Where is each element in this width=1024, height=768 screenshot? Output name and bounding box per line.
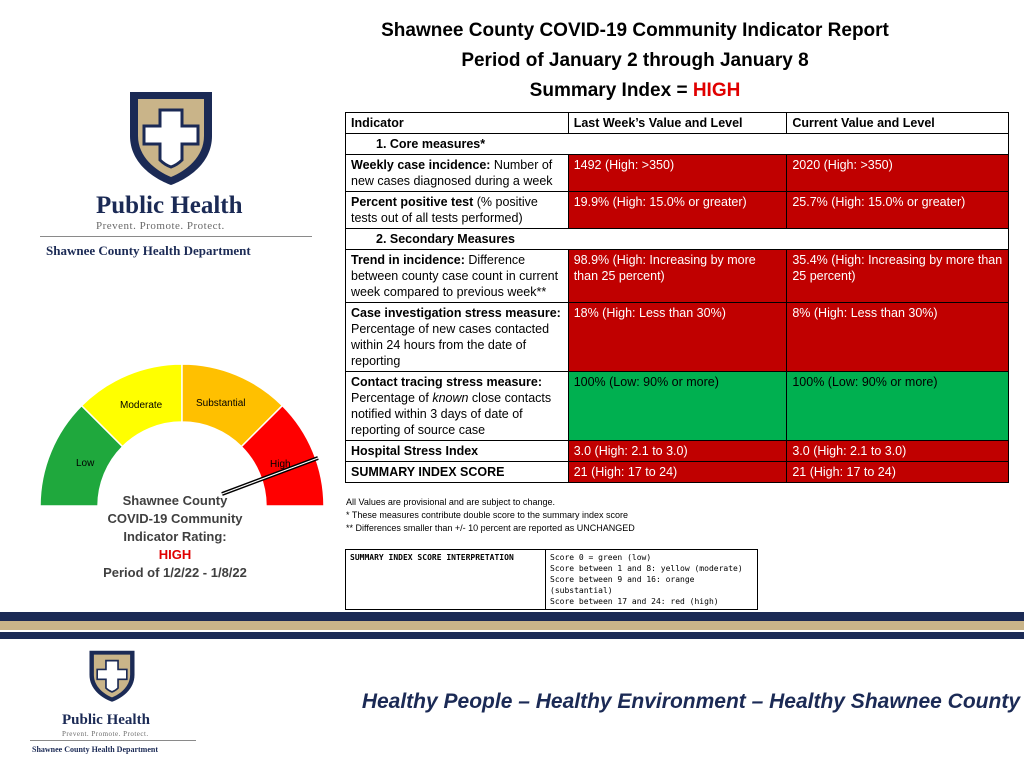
- section-core-row: [346, 134, 1009, 155]
- summary-index-heading: [330, 80, 940, 102]
- gauge-rating: HIGH: [158, 547, 192, 562]
- indicator-name: Hospital Stress Index: [346, 441, 569, 462]
- table-row: [346, 250, 1009, 303]
- footnote: ** Differences smaller than +/- 10 percent are reported as UNCHANGED: [346, 523, 635, 533]
- department-name-small: Shawnee County Health Department: [32, 745, 158, 754]
- indicator-name: Weekly case incidence:: [351, 158, 491, 172]
- interpretation-line: Score 0 = green (low): [550, 553, 652, 562]
- interpretation-lines: [546, 550, 758, 610]
- gauge-caption: [60, 492, 290, 582]
- indicator-name: Percent positive test: [351, 195, 474, 209]
- section-core-label: 1. Core measures*: [346, 134, 1009, 155]
- indicator-cell: [346, 303, 569, 372]
- public-health-tagline-small: Prevent. Promote. Protect.: [62, 730, 149, 738]
- indicator-name: Contact tracing stress measure:: [351, 375, 543, 389]
- gauge-label-moderate: Moderate: [120, 400, 163, 411]
- indicator-gauge: [36, 358, 328, 508]
- gauge-label-low: Low: [76, 458, 95, 469]
- header-indicator: Indicator: [346, 113, 569, 134]
- last-week-value: 19.9% (High: 15.0% or greater): [568, 192, 787, 229]
- interpretation-line: Score between 1 and 8: yellow (moderate): [550, 564, 743, 573]
- last-week-value: 18% (High: Less than 30%): [568, 303, 787, 372]
- footer-slogan: Healthy People – Healthy Environment – Healthy Shawnee County: [361, 690, 1020, 713]
- table-row: [346, 372, 1009, 441]
- gauge-period: Period of 1/2/22 - 1/8/22: [103, 565, 247, 580]
- stripe-navy-top: [0, 612, 1024, 621]
- gauge-label-high: High: [270, 459, 291, 470]
- current-value: 8% (High: Less than 30%): [787, 303, 1009, 372]
- stripe-tan: [0, 621, 1024, 630]
- interpretation-line: Score between 17 and 24: red (high): [550, 597, 719, 606]
- table-header-row: [346, 113, 1009, 134]
- summary-index-label: Summary Index =: [529, 80, 693, 101]
- table-row: [346, 192, 1009, 229]
- logo-divider-small: [30, 740, 196, 741]
- indicator-cell: [346, 155, 569, 192]
- header-last-week: Last Week’s Value and Level: [568, 113, 787, 134]
- interpretation-table: [345, 549, 758, 610]
- last-week-value: 100% (Low: 90% or more): [568, 372, 787, 441]
- section-secondary-row: [346, 229, 1009, 250]
- footnote: * These measures contribute double score to the summary index score: [346, 510, 628, 520]
- interpretation-label: SUMMARY INDEX SCORE INTERPRETATION: [346, 550, 546, 610]
- stripe-navy-bottom: [0, 632, 1024, 639]
- current-value: 35.4% (High: Increasing by more than 25 percent): [787, 250, 1009, 303]
- last-week-value: 3.0 (High: 2.1 to 3.0): [568, 441, 787, 462]
- department-name: Shawnee County Health Department: [46, 243, 251, 258]
- public-health-tagline: Prevent. Promote. Protect.: [96, 220, 225, 232]
- gauge-caption-line1: Shawnee County: [122, 493, 228, 508]
- indicator-desc: Number of new cases diagnosed during a week: [351, 158, 553, 188]
- current-value: 25.7% (High: 15.0% or greater): [787, 192, 1009, 229]
- footnotes: [346, 496, 635, 535]
- last-week-value: 98.9% (High: Increasing by more than 25 percent): [568, 250, 787, 303]
- indicator-desc: Percentage of new cases contacted within 24 hours from the date of reporting: [351, 322, 550, 368]
- report-period: Period of January 2 through January 8: [461, 50, 809, 71]
- header-current: Current Value and Level: [787, 113, 1009, 134]
- last-week-value: 1492 (High: >350): [568, 155, 787, 192]
- report-title: Shawnee County COVID-19 Community Indicator Report: [381, 20, 889, 41]
- current-summary: 21 (High: 17 to 24): [787, 462, 1009, 483]
- logo-divider: [40, 236, 312, 237]
- gauge-caption-line3: Indicator Rating:: [123, 529, 227, 544]
- gauge-caption-line2: COVID-19 Community: [107, 511, 243, 526]
- indicator-desc: Difference between county case count in current week compared to previous week**: [351, 253, 559, 299]
- indicator-desc-emphasis: known: [432, 391, 469, 405]
- current-value: 2020 (High: >350): [787, 155, 1009, 192]
- summary-score-label: SUMMARY INDEX SCORE: [346, 462, 569, 483]
- section-secondary-label: 2. Secondary Measures: [346, 229, 1009, 250]
- current-value: 100% (Low: 90% or more): [787, 372, 1009, 441]
- indicator-desc-a: Percentage of: [351, 391, 433, 405]
- public-health-shield-icon: [120, 88, 222, 188]
- indicator-name: Trend in incidence:: [351, 253, 465, 267]
- summary-index-value: HIGH: [692, 80, 741, 101]
- table-row: [346, 155, 1009, 192]
- table-row: [346, 441, 1009, 462]
- current-value: 3.0 (High: 2.1 to 3.0): [787, 441, 1009, 462]
- indicator-desc: (% positive tests out of all tests performed): [351, 195, 538, 225]
- interpretation-line: Score between 9 and 16: orange (substantial): [550, 575, 695, 595]
- indicator-cell: [346, 192, 569, 229]
- indicator-name: Case investigation stress measure:: [351, 306, 561, 320]
- last-week-summary: 21 (High: 17 to 24): [568, 462, 787, 483]
- table-row: [346, 303, 1009, 372]
- indicator-desc-b: close contacts notified within 3 days of date of reporting of source case: [351, 391, 552, 437]
- gauge-label-substantial: Substantial: [196, 398, 246, 409]
- indicator-cell: [346, 372, 569, 441]
- footnote: All Values are provisional and are subject to change.: [346, 497, 555, 507]
- indicator-table: [345, 112, 1009, 483]
- public-health-shield-small-icon: [84, 648, 140, 704]
- indicator-cell: [346, 250, 569, 303]
- summary-score-row: [346, 462, 1009, 483]
- public-health-logo-title: Public Health: [96, 192, 243, 219]
- public-health-logo-title-small: Public Health: [62, 712, 150, 728]
